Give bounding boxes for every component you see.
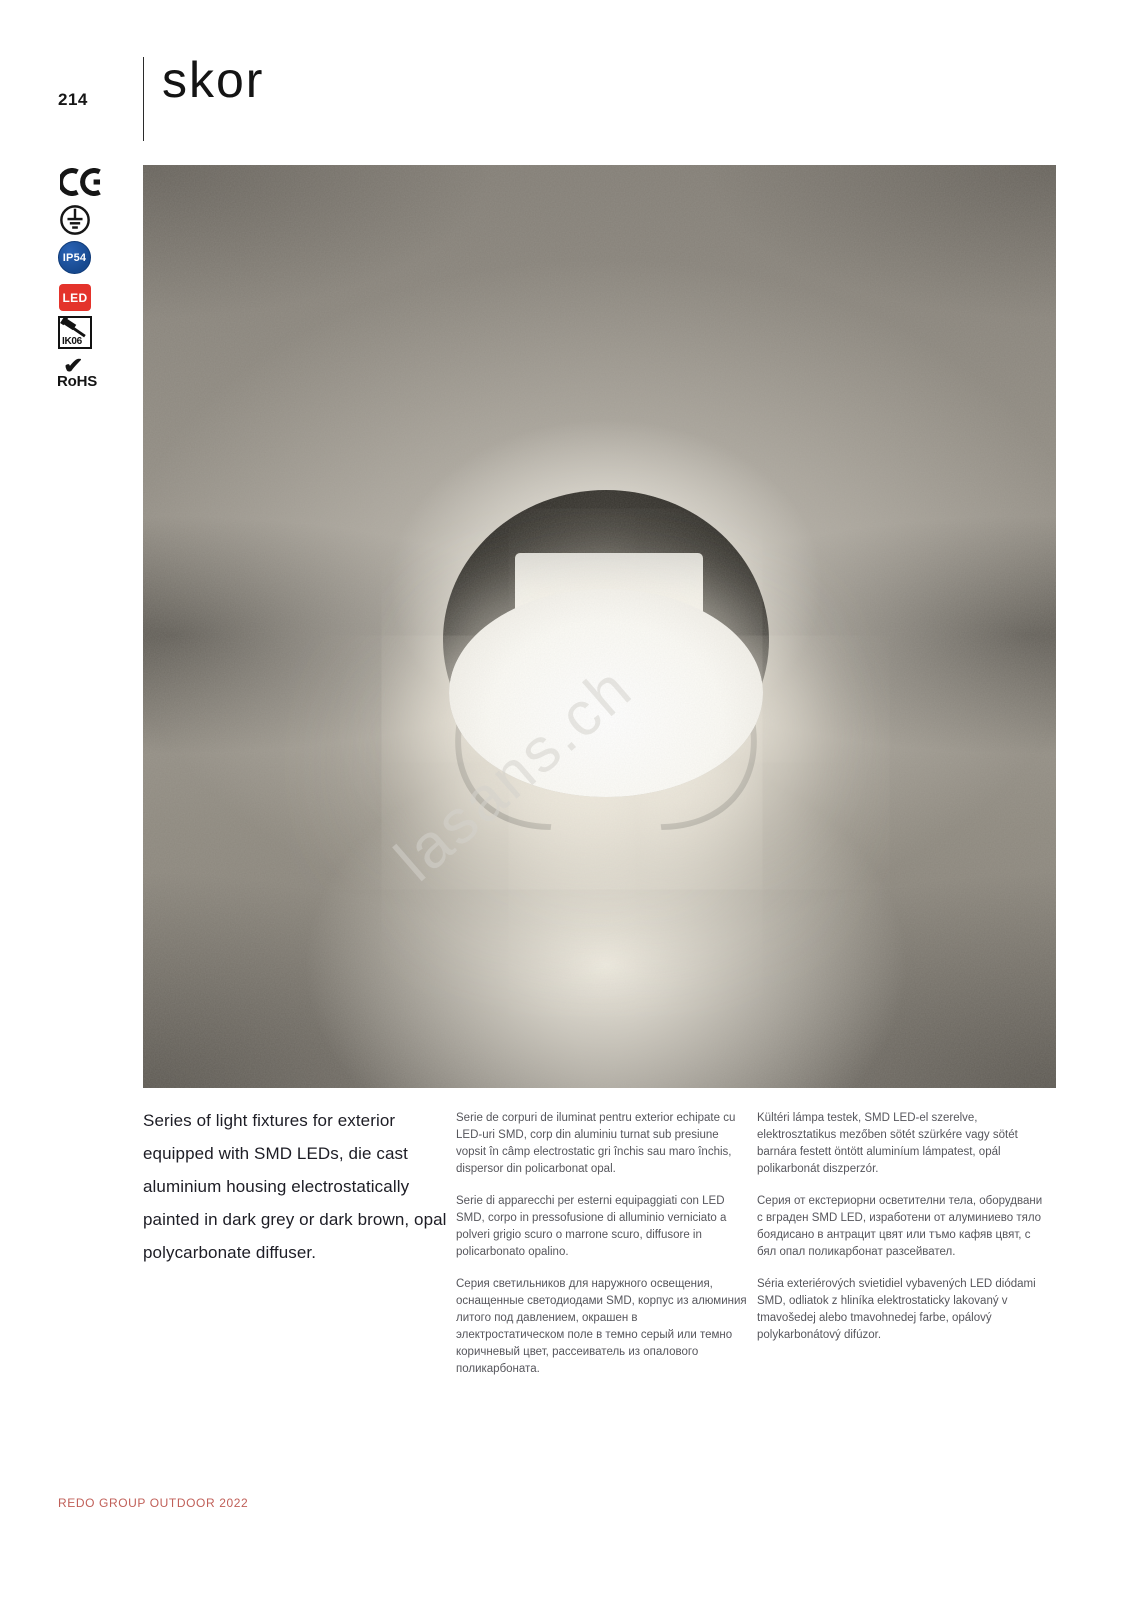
page-number: 214 bbox=[58, 90, 88, 109]
led-badge-icon: LED bbox=[59, 284, 91, 311]
description-bg: Серия от екстериорни осветителни тела, оборудвани с вграден SMD LED, изработени от алуминиево тяло боядисано в антрацит цвят или тъмо кафяв цвят, с бял опал поликарбонат разсейвател. bbox=[757, 1195, 1043, 1258]
product-photo bbox=[143, 165, 1056, 1088]
description-column-middle bbox=[456, 1110, 748, 1393]
description-column-right bbox=[757, 1110, 1049, 1359]
description-ru: Серия светильников для наружного освещения, оснащенные светодиодами SMD, корпус из алюминия литого под давлением, окрашен в электростатическом поле в темно серый или темно коричневый цвет, рассеиватель из опалового поликарбоната. bbox=[456, 1278, 747, 1375]
catalog-footer: REDO GROUP OUTDOOR 2022 bbox=[58, 1496, 249, 1510]
description-sk: Séria exteriérových svietidiel vybavených LED diódami SMD, odliatok z hliníka elektrostaticky lakovaný v tmavošedej alebo tmavohnedej farbe, opálový polykarbonátový difúzor. bbox=[757, 1278, 1036, 1341]
hammer-icon bbox=[60, 318, 88, 338]
certification-column bbox=[57, 166, 107, 398]
rohs-label: RoHS bbox=[57, 373, 98, 390]
photo-watermark: lasans.ch bbox=[382, 652, 646, 895]
protective-earth-icon bbox=[59, 204, 91, 241]
ip54-badge-icon: IP54 bbox=[58, 241, 91, 274]
rohs-icon bbox=[57, 353, 107, 397]
ik06-impact-icon bbox=[58, 316, 92, 349]
description-hu: Kültéri lámpa testek, SMD LED-el szerelve, elektrosztatikus mezőben sötét szürkére vagy sötét barnára festett öntött aluminíum lámpatest, opál polikarbonát diszperzór. bbox=[757, 1112, 1018, 1175]
ce-mark-icon bbox=[60, 168, 106, 201]
page-title: skor bbox=[162, 52, 265, 108]
checkmark-icon: ✔ bbox=[63, 353, 84, 378]
description-ro: Serie de corpuri de iluminat pentru exterior echipate cu LED-uri SMD, corp din aluminiu turnat sub presiune vopsit în câmp electrostatic gri închis sau maro închis, dispersor din policarbonat opal. bbox=[456, 1112, 736, 1175]
description-it: Serie di apparecchi per esterni equipaggiati con LED SMD, corpo in pressofusione di alluminio verniciato a polveri grigio scuro o marrone scuro, diffusore in policarbonato opalino. bbox=[456, 1195, 727, 1258]
description-en: Series of light fixtures for exterior equipped with SMD LEDs, die cast aluminium housing electrostatically painted in dark grey or dark brown, opal polycarbonate diffuser. bbox=[143, 1111, 447, 1262]
ik06-label: IK06 bbox=[62, 336, 82, 347]
title-divider bbox=[143, 57, 144, 141]
